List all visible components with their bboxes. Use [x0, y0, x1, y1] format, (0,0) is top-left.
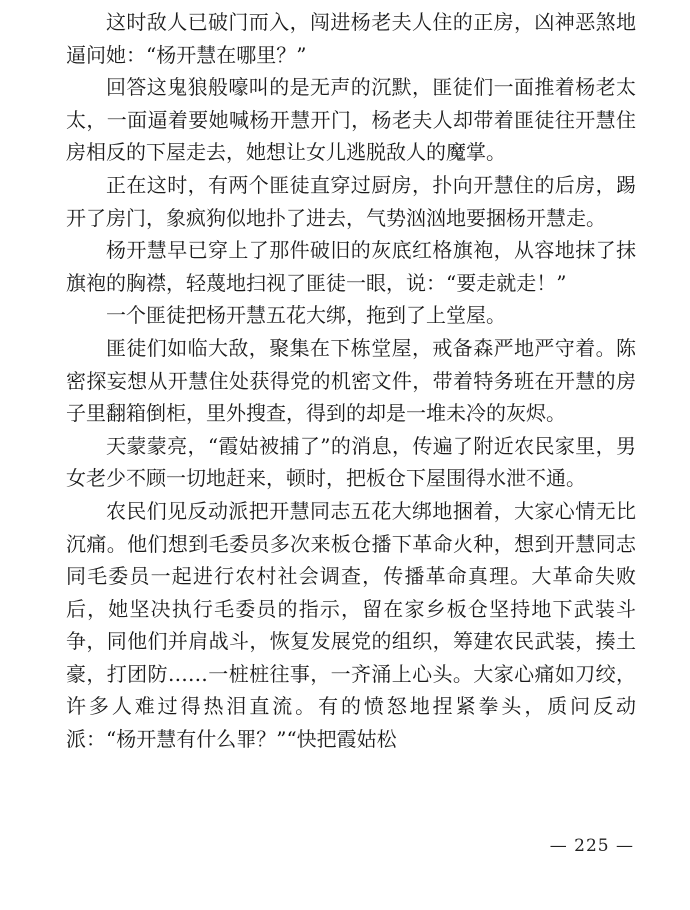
- paragraph: 这时敌人已破门而入，闯进杨老夫人住的正房，凶神恶煞地逼问她：“杨开慧在哪里？”: [66, 10, 636, 67]
- paragraph: 回答这鬼狼般嚎叫的是无声的沉默，匪徒们一面推着杨老太太，一面逼着要她喊杨开慧开门，杨老夫人却带着匪徒往开慧住房相反的下屋走去，她想让女儿逃脱敌人的魔掌。: [66, 75, 636, 165]
- body-text: [66, 6, 636, 756]
- paragraph: 杨开慧早已穿上了那件破旧的灰底红格旗袍，从容地抹了抹旗袍的胸襟，轻蔑地扫视了匪徒一眼，说：“要走就走！”: [66, 238, 636, 295]
- paragraph: 天蒙蒙亮，“霞姑被捕了”的消息，传遍了附近农民家里，男女老少不顾一切地赶来，顿时，把板仓下屋围得水泄不通。: [66, 433, 636, 491]
- page-number: — 225 —: [549, 836, 634, 856]
- paragraph: 一个匪徒把杨开慧五花大绑，拖到了上堂屋。: [106, 303, 506, 328]
- paragraph: 农民们见反动派把开慧同志五花大绑地捆着，大家心情无比沉痛。他们想到毛委员多次来板仓播下革命火种，想到开慧同志同毛委员一起进行农村社会调查，传播革命真理。大革命失败后，她坚决执行毛委员的指示，留在家乡板仓坚持地下武装斗争，同他们并肩战斗，恢复发展党的组织，筹建农民武装，揍土豪，打团防……一桩桩往事，一齐涌上心头。大家心痛如刀绞，许多人难过得热泪直流。有的愤怒地捏紧拳头，质问反动派：“杨开慧有什么罪？”“快把霞姑松: [66, 498, 636, 752]
- paragraph: 匪徒们如临大敌，聚集在下栋堂屋，戒备森严地严守着。陈密探妄想从开慧住处获得党的机密文件，带着特务班在开慧的房子里翻箱倒柜，里外搜查，得到的却是一堆未冷的灰烬。: [66, 335, 636, 426]
- paragraph: 正在这时，有两个匪徒直穿过厨房，扑向开慧住的后房，踢开了房门，象疯狗似地扑了进去，气势汹汹地要捆杨开慧走。: [66, 172, 636, 230]
